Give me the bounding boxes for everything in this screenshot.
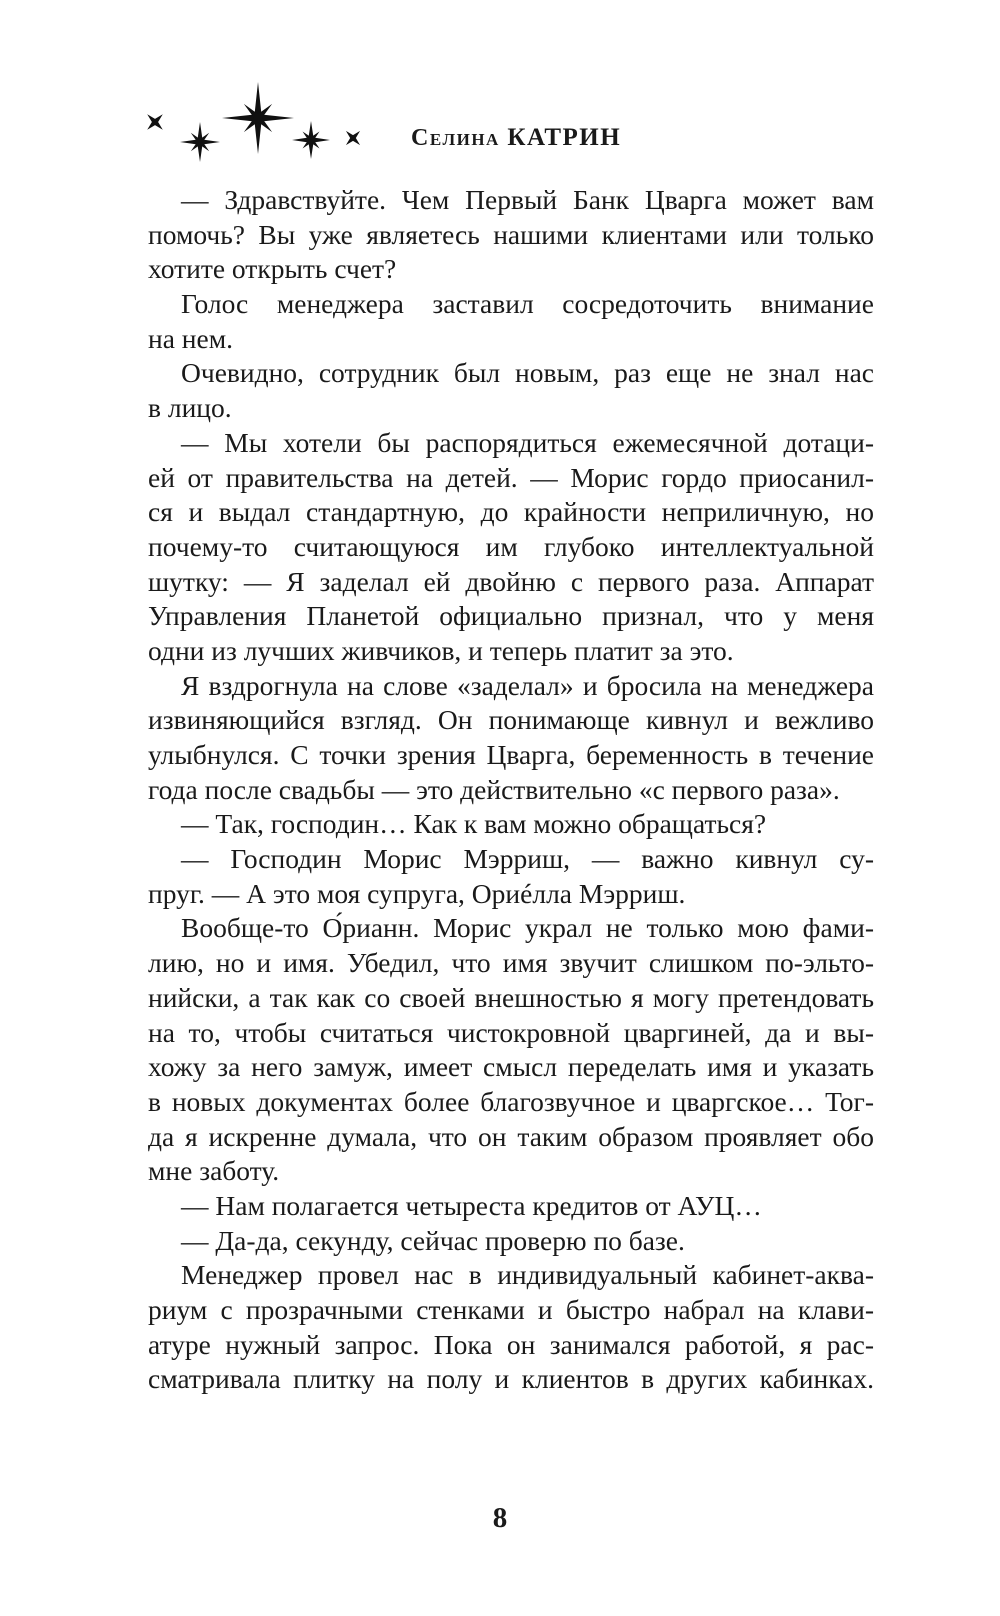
text-line: — Так, господин… Как к вам можно обращаться? (181, 808, 767, 840)
page-number: 8 (492, 1502, 508, 1534)
author-last-name: КАТРИН (507, 124, 622, 151)
text-line: атуре нужный запрос. Пока он занимался работой, я рас- (148, 1328, 874, 1360)
page-body-text (148, 183, 874, 1397)
text-line: года после свадьбы — это действительно «с первого раза». (148, 773, 840, 805)
text-line: хожу за него замуж, имеет смысл переделать имя и указать (148, 1051, 874, 1083)
running-header (143, 80, 903, 170)
text-line: да я искренне думала, что он таким образом проявляет обо (148, 1120, 874, 1152)
text-line: на нем. (148, 322, 233, 354)
author-name (411, 124, 621, 152)
text-line: хотите открыть счет? (148, 253, 397, 285)
text-line: в лицо. (148, 392, 232, 424)
text-line: сматривала плитку на полу и клиентов в других кабинках. (148, 1363, 874, 1395)
small-star-icon (339, 124, 367, 152)
medium-star-icon (292, 121, 330, 159)
text-line: Вообще-то О́рианн. Морис украл не только мою фами- (181, 912, 874, 944)
text-line: Голос менеджера заставил сосредоточить внимание (181, 288, 874, 320)
text-line: Я вздрогнула на слове «заделал» и бросила на менеджера (181, 669, 874, 701)
text-line: — Здравствуйте. Чем Первый Банк Цварга может вам (181, 184, 874, 215)
text-line: помочь? Вы уже являетесь нашими клиентами или только (148, 218, 874, 250)
small-star-icon (143, 106, 171, 137)
text-line: на то, чтобы считаться чистокровной цваргиней, да и вы- (148, 1016, 874, 1048)
text-line: — Нам полагается четыреста кредитов от АУЦ… (181, 1189, 762, 1221)
text-line: мне заботу. (148, 1155, 280, 1187)
large-star-icon (222, 82, 294, 154)
text-line: Менеджер провел нас в индивидуальный кабинет-аква- (181, 1259, 874, 1291)
text-line: риум с прозрачными стенками и быстро набрал на клави- (148, 1294, 874, 1325)
text-line: одни из лучших живчиков, и теперь платит за это. (148, 634, 734, 666)
medium-star-icon (180, 122, 220, 162)
text-line: почему-то считающуюся им глубоко интеллектуальной (148, 530, 874, 562)
text-line: пруг. — А это моя супруга, Ориéлла Мэрриш. (148, 877, 686, 909)
text-line: — Да-да, секунду, сейчас проверю по базе. (181, 1224, 685, 1256)
text-line: нийски, а так как со своей внешностью я могу претендовать (148, 981, 874, 1013)
text-line: извиняющийся взгляд. Он понимающе кивнул и вежливо (148, 704, 874, 736)
text-line: лию, но и имя. Убедил, что имя звучит слишком по-эльто- (148, 947, 874, 979)
text-line: ей от правительства на детей. — Морис гордо приосанил- (148, 461, 874, 493)
stars-ornament-icon (143, 80, 383, 170)
text-line: — Мы хотели бы распорядиться ежемесячной дотаци- (181, 426, 874, 458)
text-line: — Господин Морис Мэрриш, — важно кивнул су- (181, 843, 874, 875)
text-line: ся и выдал стандартную, до крайности неприличную, но (148, 496, 874, 528)
author-first-name: Селина (411, 125, 500, 151)
text-line: улыбнулся. С точки зрения Цварга, беременность в течение (148, 739, 874, 770)
text-line: Управления Планетой официально признал, что у меня (148, 600, 874, 632)
text-line: шутку: — Я заделал ей двойню с первого раза. Аппарат (148, 565, 874, 597)
text-line: в новых документах более благозвучное и цваргское… Тог- (148, 1085, 874, 1117)
text-line: Очевидно, сотрудник был новым, раз еще не знал нас (181, 357, 874, 389)
